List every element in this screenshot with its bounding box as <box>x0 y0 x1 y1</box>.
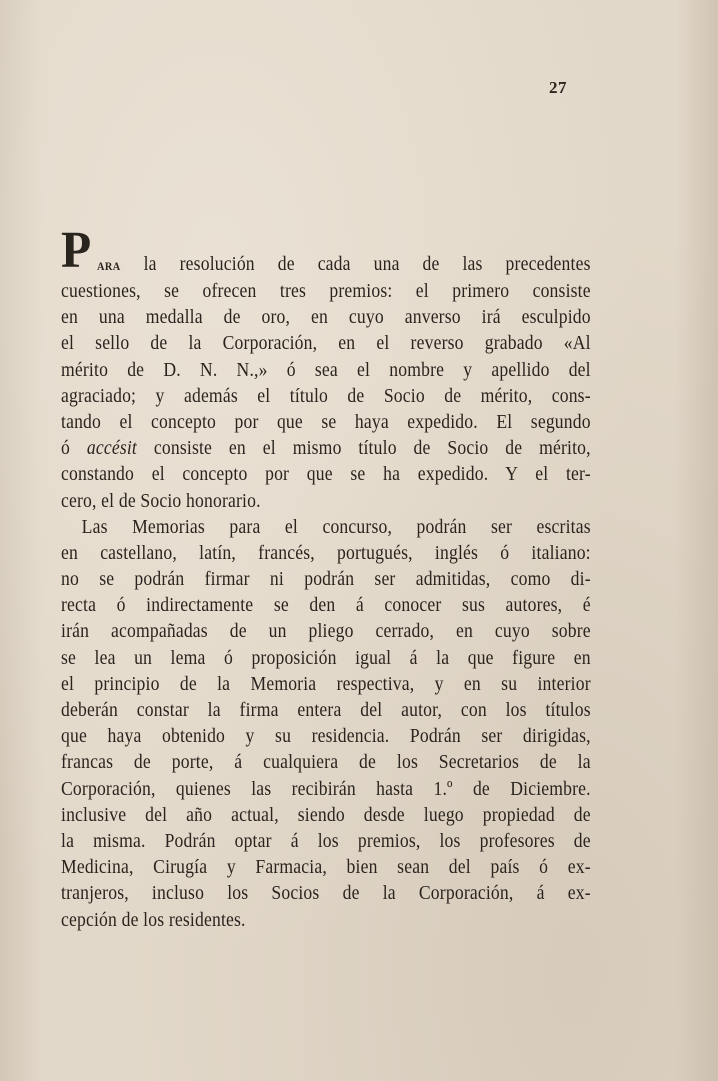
drop-cap: P <box>61 222 92 279</box>
small-caps-word: ARA <box>97 259 121 273</box>
paragraph-1 <box>61 278 591 514</box>
body-text <box>61 222 591 933</box>
text-line: que haya obtenido y su residencia. Podrán ser dirigidas, <box>61 725 591 748</box>
text-line: Las Memorias para el concurso, podrán ser escritas <box>81 515 591 538</box>
text-line: francas de porte, á cualquiera de los Secretarios de la <box>61 751 591 774</box>
paragraph-2 <box>61 514 591 933</box>
text-line: en castellano, latín, francés, portugués, inglés ó italiano: <box>61 541 591 564</box>
text-line: agraciado; y además el título de Socio de mérito, cons- <box>61 384 591 407</box>
text-line: recta ó indirectamente se den á conocer sus autores, é <box>61 594 591 617</box>
text-line: Corporación, quienes las recibirán hasta 1.º de Diciembre. <box>61 777 591 800</box>
italic-word: accésit <box>86 437 138 460</box>
text-line: tando el concepto por que se haya expedido. El segundo <box>61 410 591 433</box>
text-line: tranjeros, incluso los Socios de la Corporación, á ex- <box>61 882 591 905</box>
text-line <box>61 435 591 461</box>
text-line: se lea un lema ó proposición igual á la que figure en <box>61 646 591 669</box>
line-text: consiste en el mismo título de Socio de mérito, <box>153 437 591 460</box>
paragraph-1-opening <box>61 222 591 279</box>
page-number: 27 <box>549 78 567 97</box>
text-line: cero, el de Socio honorario. <box>61 489 261 512</box>
text-line: mérito de D. N. N.,» ó sea el nombre y apellido del <box>61 358 591 381</box>
text-line: inclusive del año actual, siendo desde luego propiedad de <box>61 803 591 826</box>
text-line: la misma. Podrán optar á los premios, los profesores de <box>61 829 591 852</box>
line-text: ó <box>61 437 70 460</box>
line-text: la resolución de cada una de las precedentes <box>143 253 591 275</box>
text-line: irán acompañadas de un pliego cerrado, en cuyo sobre <box>61 620 591 643</box>
text-line: el principio de la Memoria respectiva, y en su interior <box>61 672 591 695</box>
text-line: constando el concepto por que se ha expedido. Y el ter- <box>61 463 591 486</box>
text-line <box>97 251 591 277</box>
text-line: el sello de la Corporación, en el reverso grabado «Al <box>61 332 591 355</box>
text-line: no se podrán firmar ni podrán ser admitidas, como di- <box>61 568 591 591</box>
text-line: deberán constar la firma entera del autor, con los títulos <box>61 699 591 721</box>
text-line: en una medalla de oro, en cuyo anverso irá esculpido <box>61 306 591 329</box>
text-line: cuestiones, se ofrecen tres premios: el primero consiste <box>61 280 591 302</box>
text-line: Medicina, Cirugía y Farmacia, bien sean del país ó ex- <box>61 856 591 879</box>
text-line: cepción de los residentes. <box>61 908 246 931</box>
